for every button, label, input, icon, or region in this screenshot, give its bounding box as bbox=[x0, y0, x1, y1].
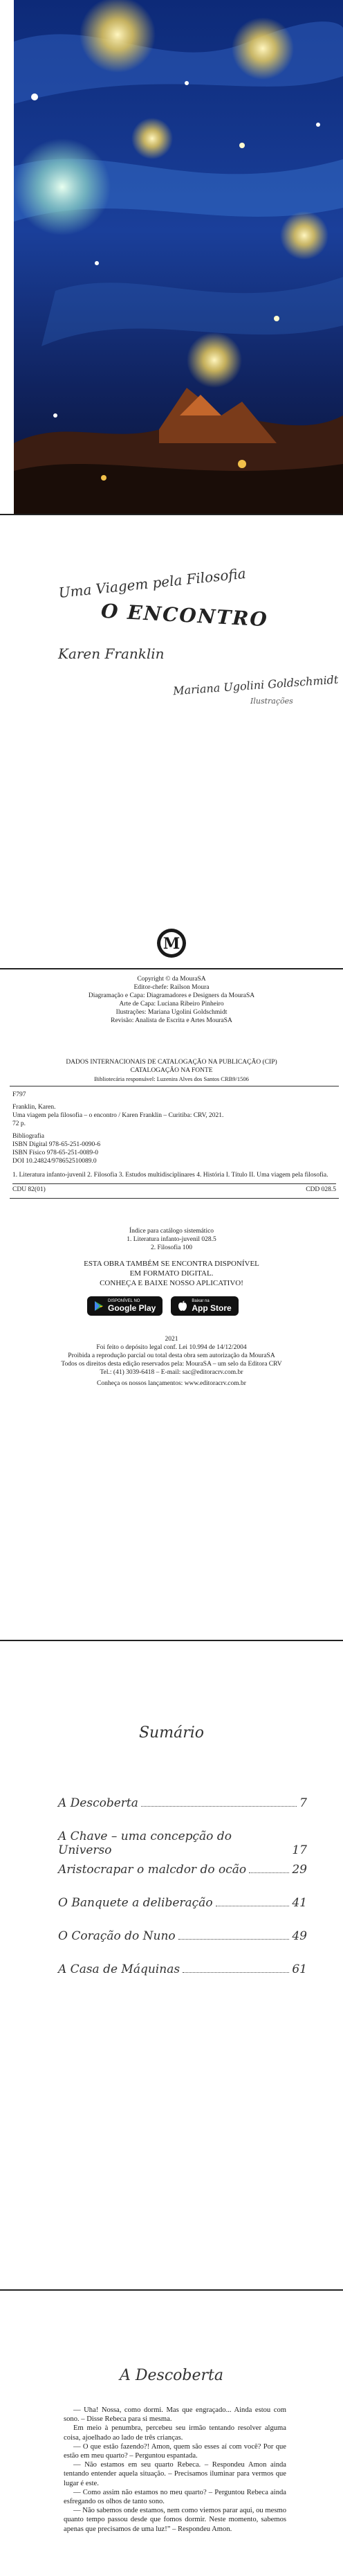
chapter-body bbox=[64, 2406, 286, 2534]
index-item-1: 1. Literatura infanto-juvenil 028.5 bbox=[127, 1236, 216, 1243]
summary-entry-page: 29 bbox=[292, 1863, 307, 1877]
catalog-isbn-physical: ISBN Físico 978-65-251-0089-0 bbox=[12, 1150, 99, 1156]
catalog-cdu: CDU 82(01) bbox=[12, 1186, 46, 1193]
summary-entry-page: 41 bbox=[292, 1896, 307, 1910]
chapter-page bbox=[0, 2291, 343, 2576]
chapter-paragraph: — Uha! Nossa, como dormi. Mas que engraçado... Ainda estou com sono. – Disse Rebeca para si mesma. bbox=[64, 2406, 286, 2424]
contact-info: Tel.: (41) 3039-6418 – E-mail: sac@editoracrv.com.br bbox=[100, 1369, 243, 1376]
summary-entry[interactable] bbox=[58, 1962, 307, 1976]
cip-subheading: CATALOGAÇÃO NA FONTE bbox=[130, 1067, 213, 1074]
catalog-subjects: 1. Literatura infanto-juvenil 2. Filosofia 3. Estudos multidisciplinares 4. História I. Título II. Uma viagem pela filosofia. bbox=[12, 1172, 328, 1179]
summary-entry-label: Aristocrapar o malcdor do ocão bbox=[58, 1863, 247, 1877]
chapter-paragraph: — Não estamos em seu quarto Rebeca. – Respondeu Amon ainda tentando entender aquela situação. – Precisamos iluminar para vermos que lugar é este. bbox=[64, 2461, 286, 2487]
google-play-big: Google Play bbox=[108, 1303, 156, 1313]
author-name: Karen Franklin bbox=[58, 645, 165, 662]
summary-entry[interactable] bbox=[58, 1796, 307, 1810]
releases-link[interactable]: Conheça os nossos lançamentos: www.editoracrv.com.br bbox=[97, 1380, 246, 1387]
reproduction-notice: Proibida a reprodução parcial ou total desta obra sem autorização da MouraSA bbox=[68, 1352, 275, 1359]
app-store-badge[interactable] bbox=[171, 1296, 238, 1316]
summary-entry[interactable] bbox=[58, 1830, 307, 1857]
google-play-badge[interactable] bbox=[87, 1296, 163, 1316]
catalog-title: Uma viagem pela filosofia – o encontro / Karen Franklin – Curitiba: CRV, 2021. bbox=[12, 1112, 224, 1119]
summary-entry[interactable] bbox=[58, 1863, 307, 1877]
chapter-paragraph: — O que estão fazendo?! Amon, quem são esses aí com você? Por que estão em meu quarto? – Perguntou espantada. bbox=[64, 2442, 286, 2460]
summary-entry-leader bbox=[141, 1806, 297, 1807]
index-heading: Índice para catálogo sistemático bbox=[129, 1228, 214, 1235]
summary-entry[interactable] bbox=[58, 1929, 307, 1943]
summary-title: Sumário bbox=[138, 1724, 204, 1742]
catalog-cdd: CDD 028.5 bbox=[306, 1186, 336, 1193]
summary-entry-page: 49 bbox=[292, 1929, 307, 1943]
chapter-title: A Descoberta bbox=[120, 2367, 223, 2384]
google-play-icon bbox=[94, 1300, 104, 1312]
chapter-paragraph: — Como assim não estamos no meu quarto? – Perguntou Rebeca ainda esfregando os olhos de tanto sono. bbox=[64, 2488, 286, 2506]
illustrator-role: Ilustrações bbox=[250, 697, 293, 706]
summary-entry-leader bbox=[183, 1972, 289, 1973]
cover-artwork bbox=[14, 0, 343, 514]
app-store-big: App Store bbox=[192, 1303, 232, 1313]
illustrator-name: Mariana Ugolini Goldschmidt bbox=[172, 672, 339, 698]
publisher-logo-icon bbox=[156, 928, 187, 958]
index-item-2: 2. Filosofia 100 bbox=[151, 1244, 192, 1251]
summary-entry-leader bbox=[249, 1872, 289, 1873]
chief-editor: Editor-chefe: Railson Moura bbox=[133, 984, 210, 991]
catalog-doi: DOI 10.24824/978652510089.0 bbox=[12, 1158, 97, 1165]
summary-entry-page: 17 bbox=[292, 1843, 307, 1857]
copyright-line: Copyright © da MouraSA bbox=[137, 976, 206, 983]
review-credit: Revisão: Analista de Escrita e Artes MouraSA bbox=[111, 1017, 232, 1024]
catalog-pages: 72 p. bbox=[12, 1120, 26, 1127]
catalog-card bbox=[10, 1086, 339, 1199]
illustrations-credit: Ilustrações: Mariana Ugolini Goldschmidt bbox=[115, 1009, 228, 1016]
app-store-small: Baixar na bbox=[192, 1299, 210, 1303]
cover-art-credit: Arte de Capa: Luciana Ribeiro Pinheiro bbox=[119, 1001, 224, 1008]
digital-notice-2: EM FORMATO DIGITAL. bbox=[129, 1269, 214, 1278]
summary-entry-label: A Chave – uma concepção do Universo bbox=[58, 1830, 232, 1857]
google-play-small: DISPONÍVEL NO bbox=[108, 1299, 140, 1303]
summary-entry-label: A Descoberta bbox=[58, 1796, 138, 1810]
chapter-paragraph: Em meio à penumbra, percebeu seu irmão tentando resolver alguma coisa, ajoelhado ao lado de três crianças. bbox=[64, 2424, 286, 2442]
summary-entry-label: O Coração do Nuno bbox=[58, 1929, 176, 1943]
title-page bbox=[0, 515, 343, 968]
catalog-isbn-digital: ISBN Digital 978-65-251-0090-6 bbox=[12, 1141, 101, 1148]
summary-page bbox=[0, 1641, 343, 2289]
copyright-page bbox=[0, 969, 343, 1640]
digital-notice-3: CONHEÇA E BAIXE NOSSO APLICATIVO! bbox=[100, 1279, 243, 1287]
summary-entry-label: O Banquete a deliberação bbox=[58, 1896, 213, 1910]
apple-icon bbox=[178, 1300, 187, 1312]
legal-deposit: Foi feito o depósito legal conf. Lei 10.994 de 14/12/2004 bbox=[96, 1344, 247, 1351]
catalog-code: F797 bbox=[12, 1091, 26, 1098]
catalog-bibliography: Bibliografia bbox=[12, 1133, 44, 1140]
summary-entry[interactable] bbox=[58, 1896, 307, 1910]
cip-heading: DADOS INTERNACIONAIS DE CATALOGAÇÃO NA PUBLICAÇÃO (CIP) bbox=[66, 1059, 277, 1066]
summary-entry-page: 7 bbox=[299, 1796, 307, 1810]
publication-year: 2021 bbox=[165, 1336, 178, 1343]
digital-notice-1: ESTA OBRA TAMBÉM SE ENCONTRA DISPONÍVEL bbox=[84, 1260, 259, 1268]
catalog-author: Franklin, Karen. bbox=[12, 1104, 56, 1111]
summary-entry-leader bbox=[178, 1939, 290, 1940]
summary-entry-page: 61 bbox=[292, 1962, 307, 1976]
rights-notice: Todos os direitos desta edição reservados pela: MouraSA – um selo da Editora CRV bbox=[61, 1361, 282, 1368]
librarian: Bibliotecária responsável: Luzenira Alves dos Santos CRB9/1506 bbox=[94, 1075, 249, 1082]
cover-page bbox=[0, 0, 343, 514]
summary-entry-label: A Casa de Máquinas bbox=[58, 1962, 180, 1976]
chapter-paragraph: — Não sabemos onde estamos, nem como viemos parar aqui, ou mesmo quanto tempo passou desde que fomos dormir. Neste momento, sabemos apenas que precisamos de uma luz!” – Respondeu Amon. bbox=[64, 2507, 286, 2533]
design-credit: Diagramação e Capa: Diagramadores e Designers da MouraSA bbox=[88, 992, 255, 999]
book-title-line2: O ENCONTRO bbox=[100, 599, 269, 632]
book-title-line1: Uma Viagem pela Filosofia bbox=[57, 564, 247, 602]
publisher-logo-letter: M bbox=[163, 935, 180, 953]
